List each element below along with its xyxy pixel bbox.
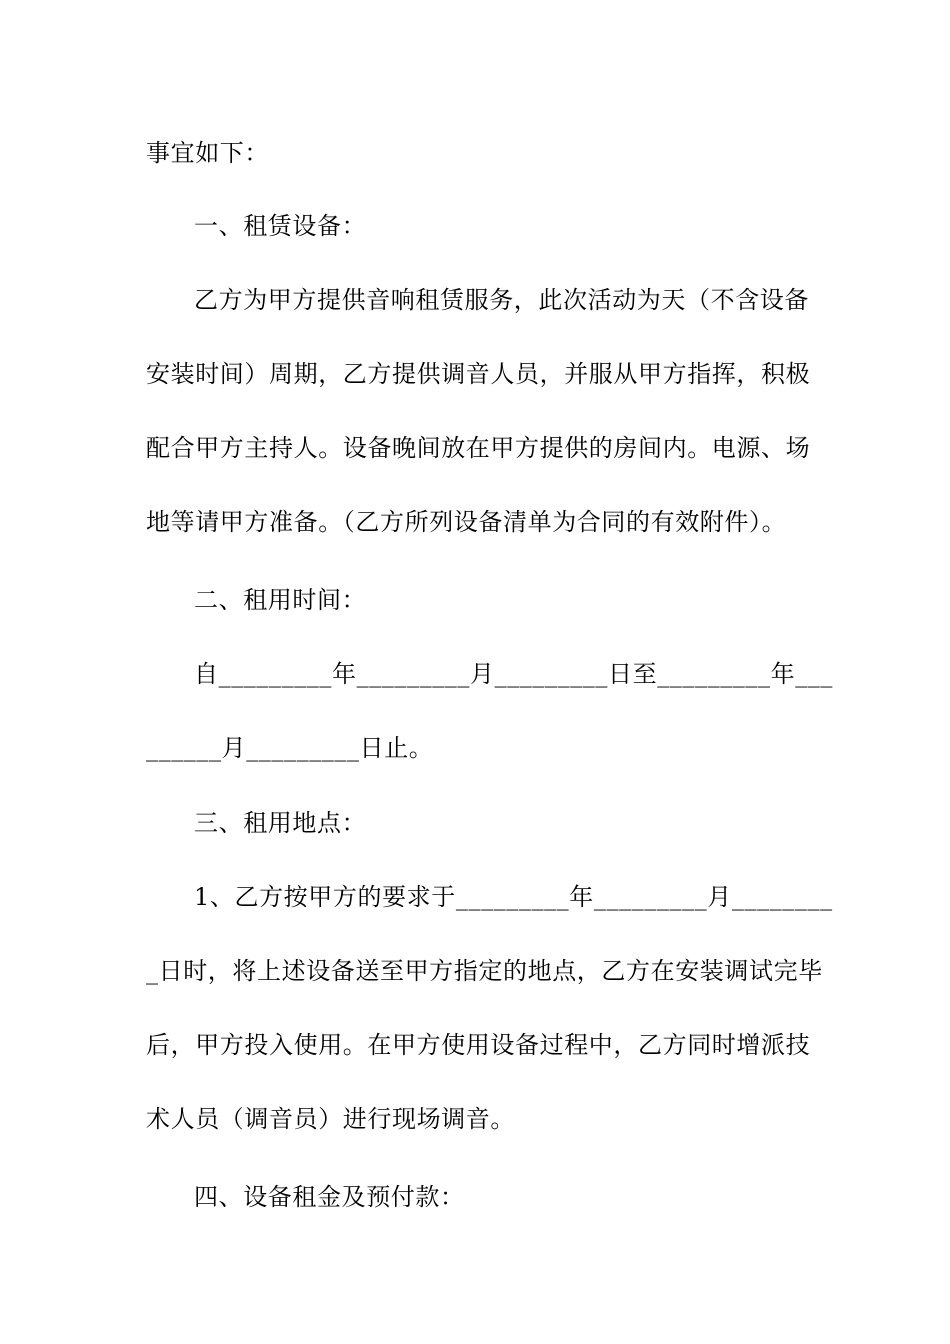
section-heading-rent: 四、设备租金及预付款： bbox=[194, 1183, 465, 1211]
section-heading-location: 三、租用地点： bbox=[194, 809, 367, 837]
paragraph-line: 配合甲方主持人。设备晚间放在甲方提供的房间内。电源、场 bbox=[146, 434, 811, 462]
paragraph-line: 乙方为甲方提供音响租赁服务，此次活动为天（不含设备 bbox=[194, 286, 809, 314]
date-range-line: ______月_________日止。 bbox=[146, 734, 434, 762]
section-heading-rental-time: 二、租用时间： bbox=[194, 586, 367, 614]
paragraph-line: 术人员（调音员）进行现场调音。 bbox=[146, 1105, 515, 1133]
section-heading-equipment: 一、租赁设备： bbox=[194, 212, 367, 240]
paragraph-line: 地等请甲方准备。（乙方所列设备清单为合同的有效附件）。 bbox=[146, 508, 787, 536]
date-range-line: 自_________年_________月_________日至_________年___ bbox=[194, 660, 833, 688]
paragraph-line: 后，甲方投入使用。在甲方使用设备过程中，乙方同时增派技 bbox=[146, 1031, 811, 1059]
text-line-intro: 事宜如下： bbox=[146, 139, 269, 167]
paragraph-line: 安装时间）周期，乙方提供调音人员，并服从甲方指挥，积极 bbox=[146, 360, 811, 388]
paragraph-line: 1、乙方按甲方的要求于_________年_________月________ bbox=[194, 883, 833, 911]
paragraph-line: _日时，将上述设备送至甲方指定的地点，乙方在安装调试完毕 bbox=[146, 957, 823, 985]
